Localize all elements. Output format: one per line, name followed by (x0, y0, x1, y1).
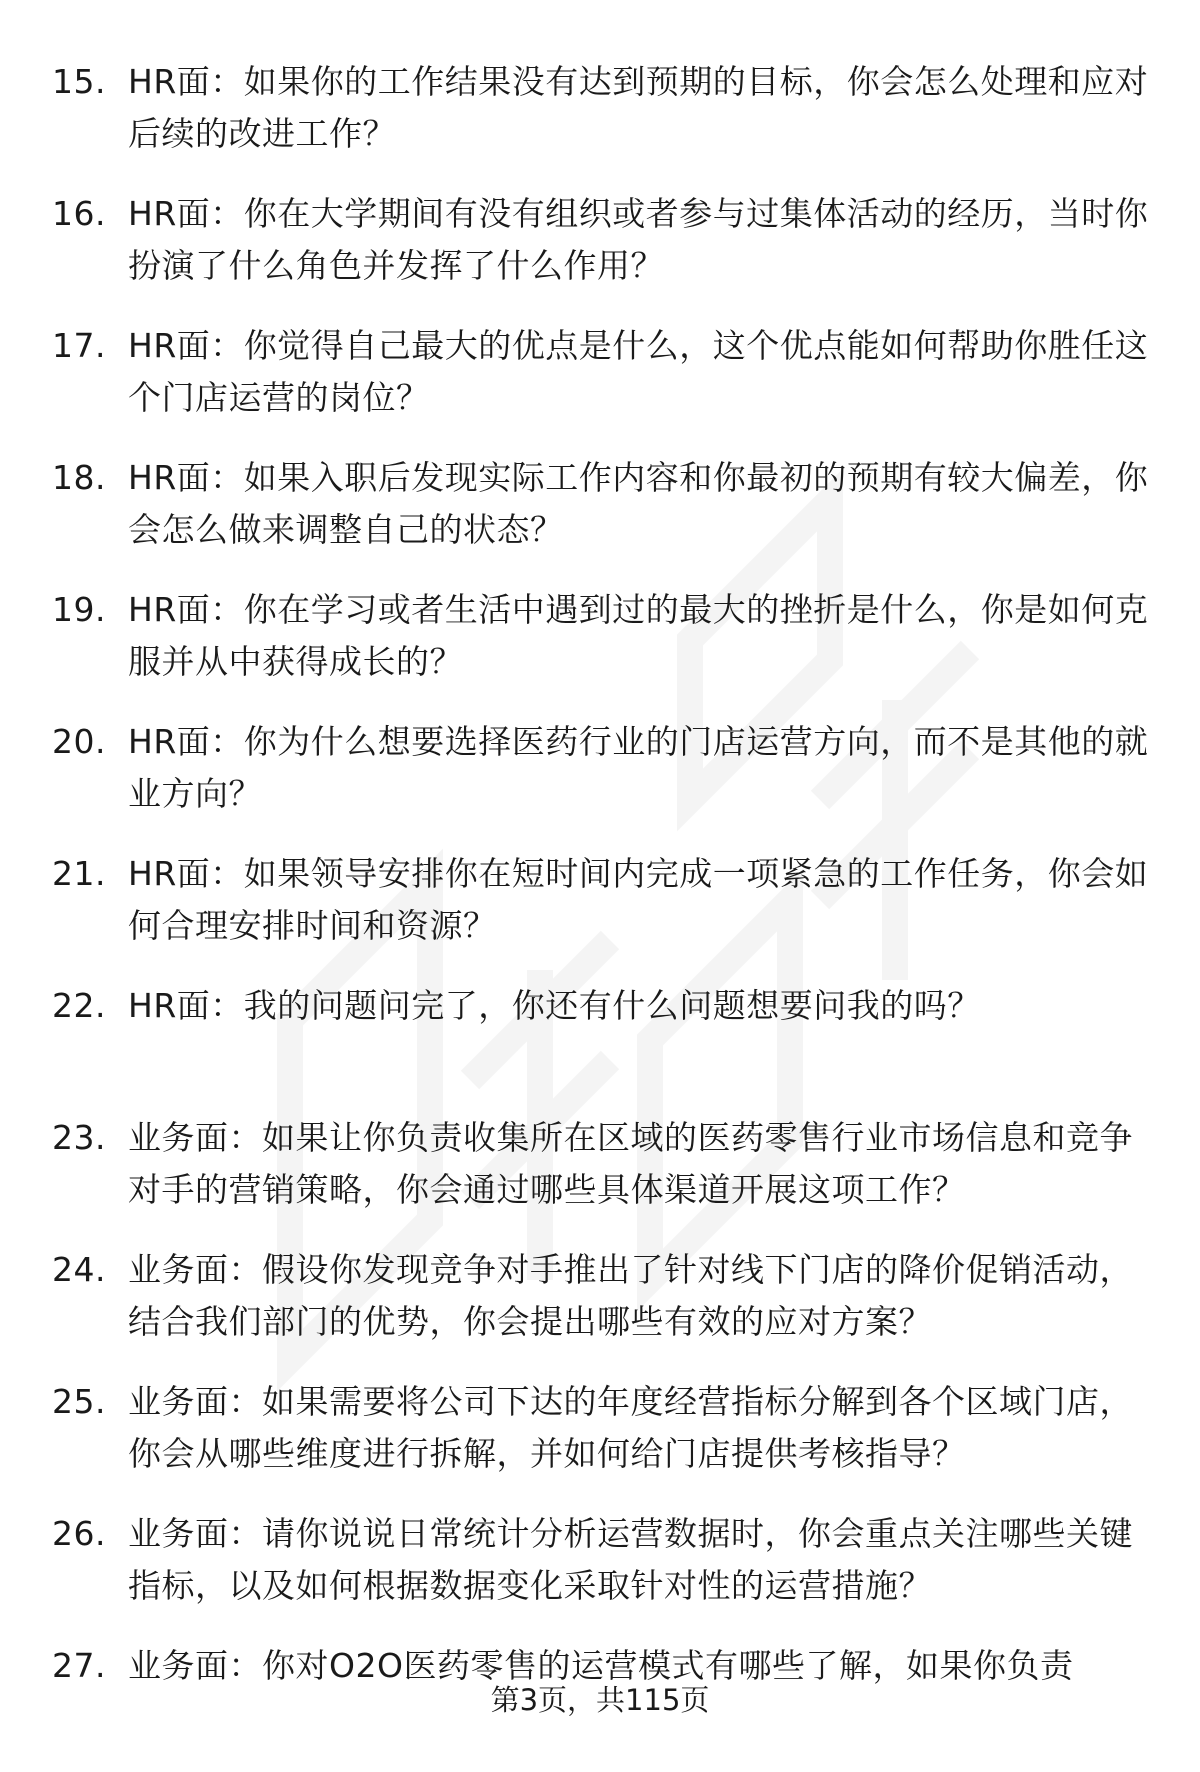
question-item (0, 1376, 1200, 1508)
question-text: HR面：你在学习或者生活中遇到过的最大的挫折是什么，你是如何克服并从中获得成长的？ (128, 590, 1149, 681)
question-number: 26. (52, 1514, 106, 1553)
question-number: 22. (52, 986, 106, 1025)
question-item (0, 56, 1200, 188)
question-item (0, 1244, 1200, 1376)
question-item (0, 188, 1200, 320)
question-text: HR面：如果入职后发现实际工作内容和你最初的预期有较大偏差，你会怎么做来调整自己的状态？ (128, 458, 1149, 549)
question-item (0, 1508, 1200, 1640)
question-text: 业务面：你对O2O医药零售的运营模式有哪些了解，如果你负责 (128, 1646, 1074, 1685)
question-number: 23. (52, 1118, 106, 1157)
question-item (0, 320, 1200, 452)
question-number: 24. (52, 1250, 106, 1289)
question-number: 17. (52, 326, 106, 365)
question-item (0, 716, 1200, 848)
question-text: 业务面：请你说说日常统计分析运营数据时，你会重点关注哪些关键指标，以及如何根据数据变化采取针对性的运营措施？ (128, 1514, 1133, 1605)
question-text: HR面：如果领导安排你在短时间内完成一项紧急的工作任务，你会如何合理安排时间和资源？ (128, 854, 1149, 945)
question-item (0, 452, 1200, 584)
question-number: 15. (52, 62, 106, 101)
question-text: HR面：你为什么想要选择医药行业的门店运营方向，而不是其他的就业方向？ (128, 722, 1149, 813)
question-item (0, 980, 1200, 1112)
question-item (0, 848, 1200, 980)
question-text: HR面：我的问题问完了，你还有什么问题想要问我的吗？ (128, 986, 981, 1025)
question-number: 16. (52, 194, 106, 233)
question-number: 19. (52, 590, 106, 629)
question-list (0, 56, 1200, 1772)
question-number: 25. (52, 1382, 106, 1421)
question-text: 业务面：如果需要将公司下达的年度经营指标分解到各个区域门店，你会从哪些维度进行拆解，并如何给门店提供考核指导？ (128, 1382, 1133, 1473)
question-text: HR面：你觉得自己最大的优点是什么，这个优点能如何帮助你胜任这个门店运营的岗位？ (128, 326, 1149, 417)
question-text: HR面：如果你的工作结果没有达到预期的目标，你会怎么处理和应对后续的改进工作？ (128, 62, 1149, 153)
question-item (0, 584, 1200, 716)
question-text: HR面：你在大学期间有没有组织或者参与过集体活动的经历，当时你扮演了什么角色并发挥了什么作用？ (128, 194, 1149, 285)
page-footer: 第3页，共115页 (490, 1683, 710, 1717)
question-number: 20. (52, 722, 106, 761)
question-item (0, 1112, 1200, 1244)
question-text: 业务面：假设你发现竞争对手推出了针对线下门店的降价促销活动，结合我们部门的优势，你会提出哪些有效的应对方案？ (128, 1250, 1133, 1341)
question-text: 业务面：如果让你负责收集所在区域的医药零售行业市场信息和竞争对手的营销策略，你会通过哪些具体渠道开展这项工作？ (128, 1118, 1133, 1209)
question-number: 18. (52, 458, 106, 497)
question-number: 21. (52, 854, 106, 893)
question-number: 27. (52, 1646, 106, 1685)
